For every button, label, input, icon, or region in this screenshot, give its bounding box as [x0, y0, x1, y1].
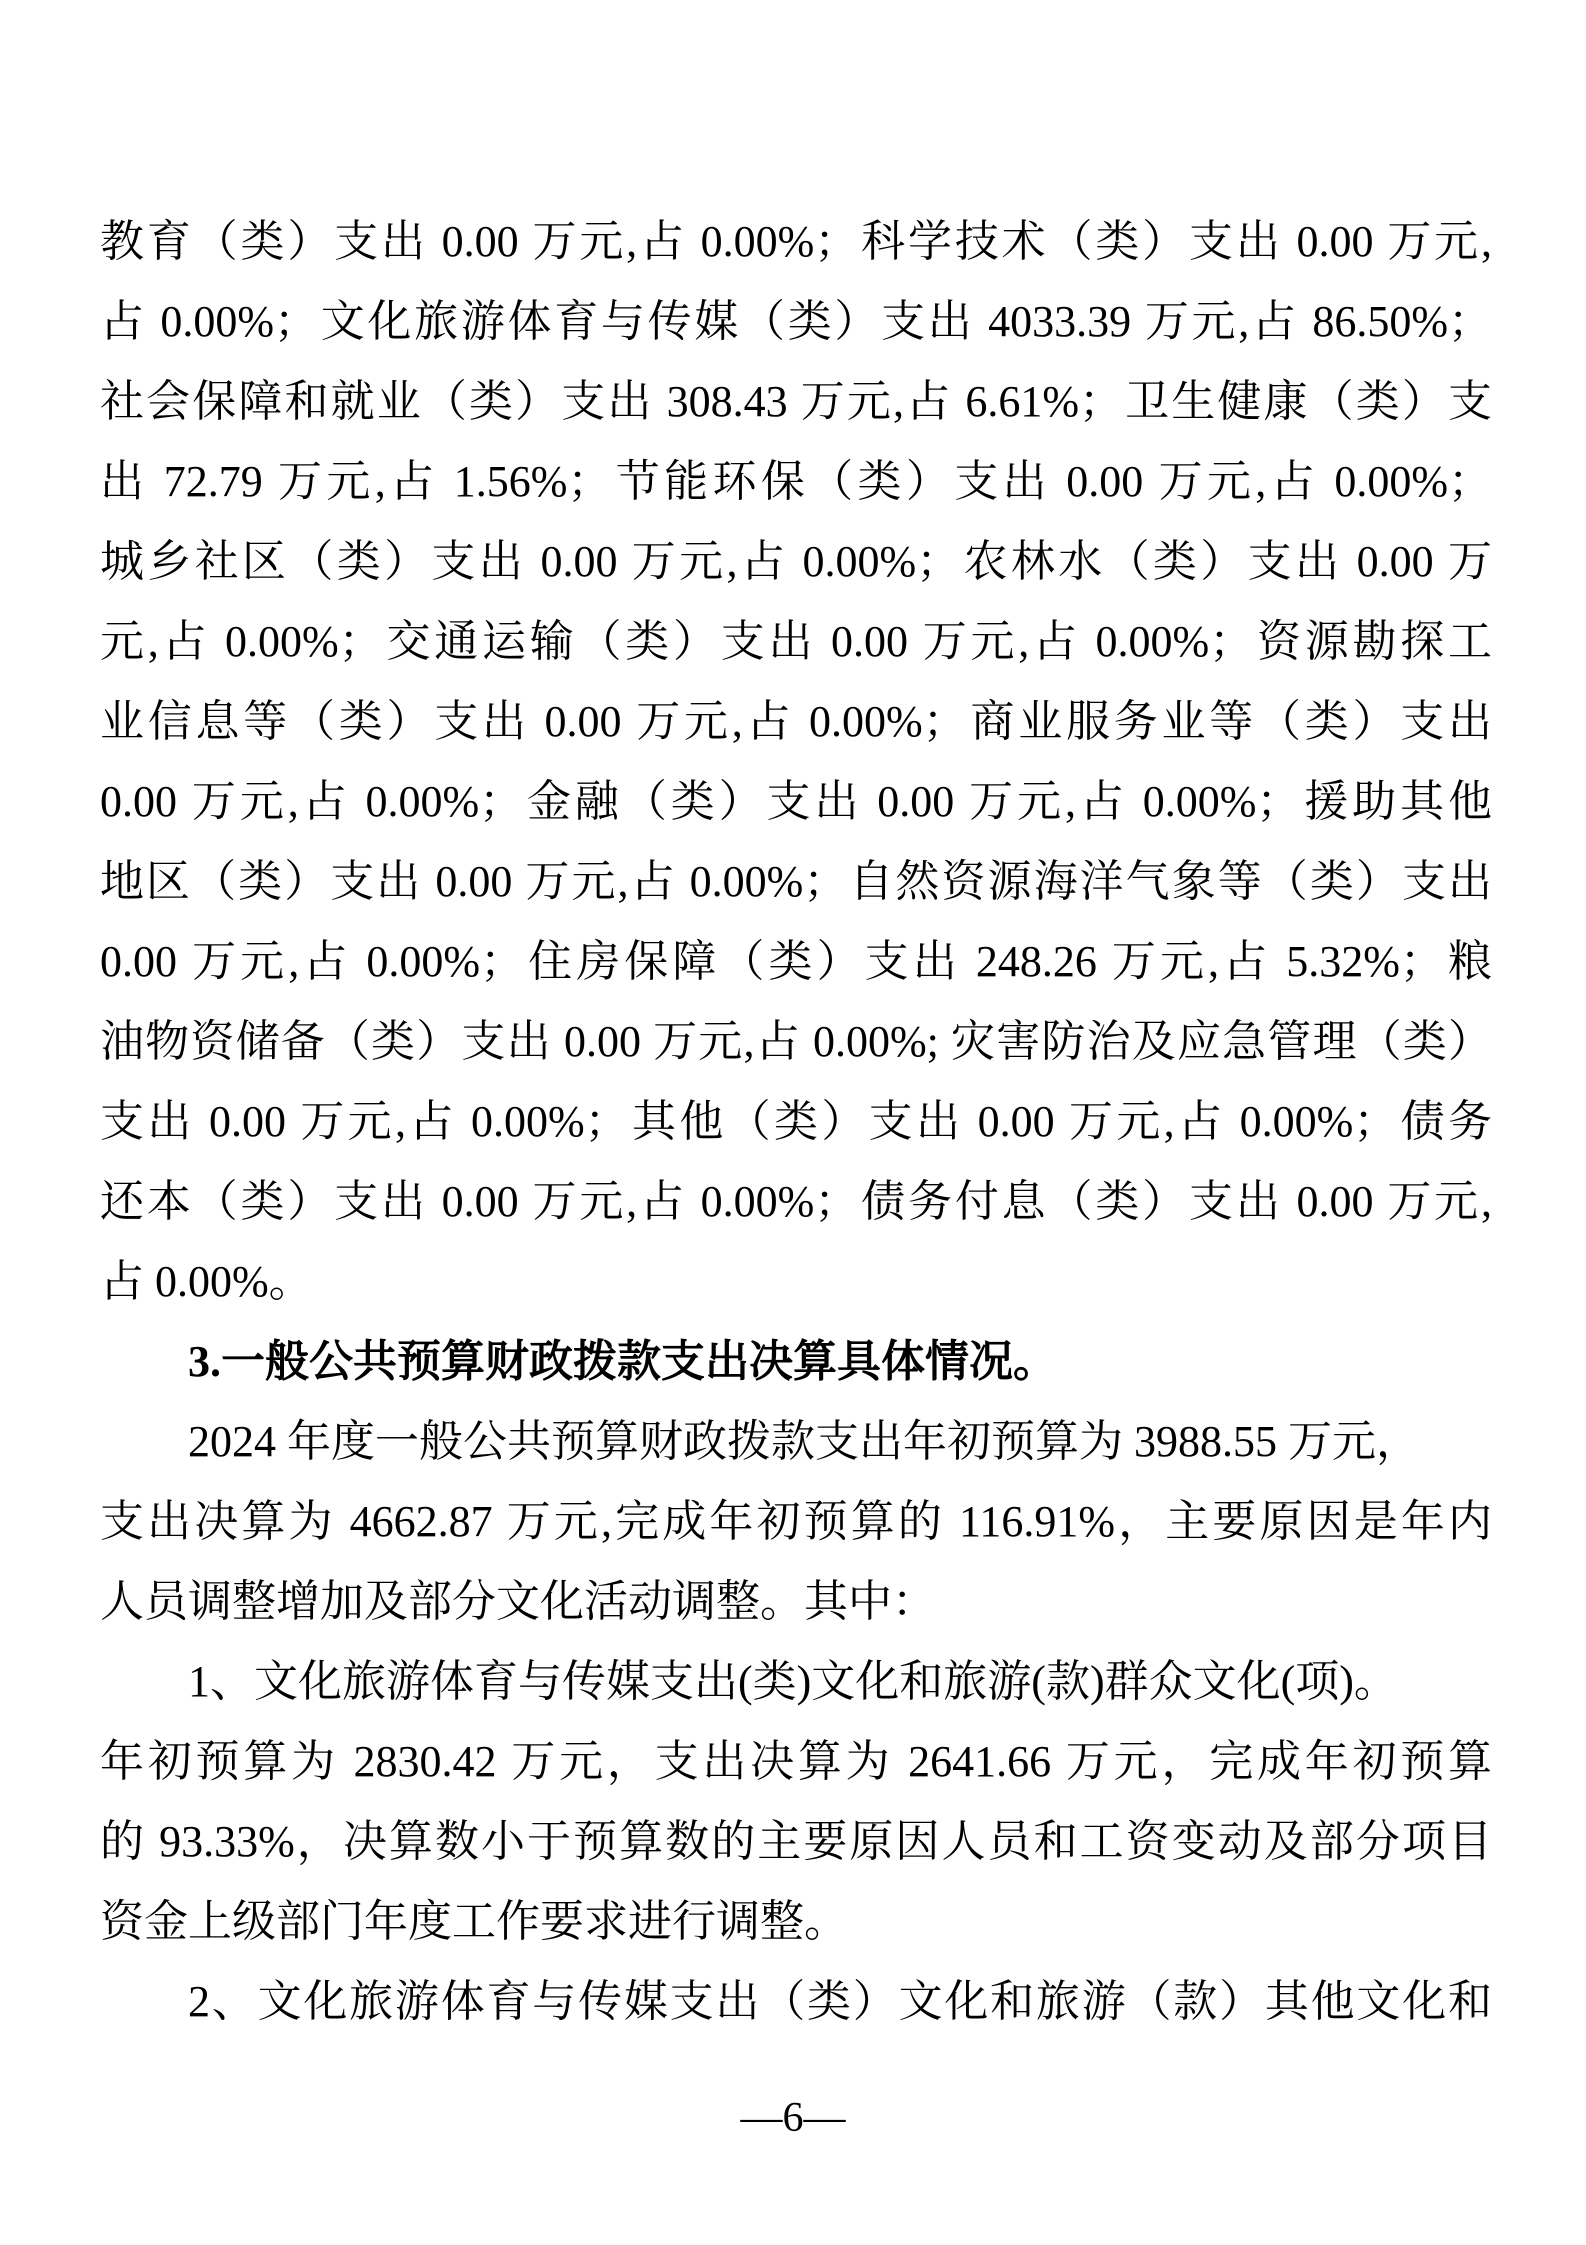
text-line: 占 0.00%。: [100, 1257, 313, 1306]
document-body: [100, 202, 1492, 2042]
text-line: 业信息等（类）支出 0.00 万元,占 0.00%；商业服务业等（类）支出: [100, 697, 1492, 746]
text-line: 资金上级部门年度工作要求进行调整。: [100, 1897, 848, 1946]
text-line: 地区（类）支出 0.00 万元,占 0.00%；自然资源海洋气象等（类）支出: [100, 857, 1492, 906]
text-line: 0.00 万元,占 0.00%；金融（类）支出 0.00 万元,占 0.00%；援助其他: [100, 777, 1492, 826]
text-line: 支出决算为 4662.87 万元,完成年初预算的 116.91%，主要原因是年内: [100, 1497, 1492, 1546]
text-line: 的 93.33%，决算数小于预算数的主要原因人员和工资变动及部分项目: [100, 1817, 1492, 1866]
text-line: 占 0.00%；文化旅游体育与传媒（类）支出 4033.39 万元,占 86.50%；: [100, 297, 1492, 346]
text-line: 教育（类）支出 0.00 万元,占 0.00%；科学技术（类）支出 0.00 万元,: [100, 217, 1492, 266]
text-line: 2024 年度一般公共预算财政拨款支出年初预算为 3988.55 万元，: [188, 1417, 1420, 1466]
text-line: 3.一般公共预算财政拨款支出决算具体情况。: [188, 1337, 1057, 1386]
text-line: 1、文化旅游体育与传媒支出(类)文化和旅游(款)群众文化(项)。: [188, 1657, 1398, 1706]
text-line: 年初预算为 2830.42 万元，支出决算为 2641.66 万元，完成年初预算: [100, 1737, 1492, 1786]
text-line: 0.00 万元,占 0.00%；住房保障（类）支出 248.26 万元,占 5.32%；粮: [100, 937, 1492, 986]
text-line: 出 72.79 万元,占 1.56%；节能环保（类）支出 0.00 万元,占 0.00%；: [100, 457, 1492, 506]
text-line: 城乡社区（类）支出 0.00 万元,占 0.00%；农林水（类）支出 0.00 万: [100, 537, 1492, 586]
text-line: 油物资储备（类）支出 0.00 万元,占 0.00%; 灾害防治及应急管理（类）: [100, 1017, 1492, 1066]
text-line: 支出 0.00 万元,占 0.00%；其他（类）支出 0.00 万元,占 0.00%；债务: [100, 1097, 1492, 1146]
text-line: 元,占 0.00%；交通运输（类）支出 0.00 万元,占 0.00%；资源勘探工: [100, 617, 1492, 666]
page-number: —6—: [740, 2095, 846, 2141]
text-line: 人员调整增加及部分文化活动调整。其中：: [100, 1577, 936, 1626]
text-line: 社会保障和就业（类）支出 308.43 万元,占 6.61%；卫生健康（类）支: [100, 377, 1492, 426]
text-line: 还本（类）支出 0.00 万元,占 0.00%；债务付息（类）支出 0.00 万元,: [100, 1177, 1492, 1226]
text-line: 2、文化旅游体育与传媒支出（类）文化和旅游（款）其他文化和: [188, 1977, 1492, 2026]
